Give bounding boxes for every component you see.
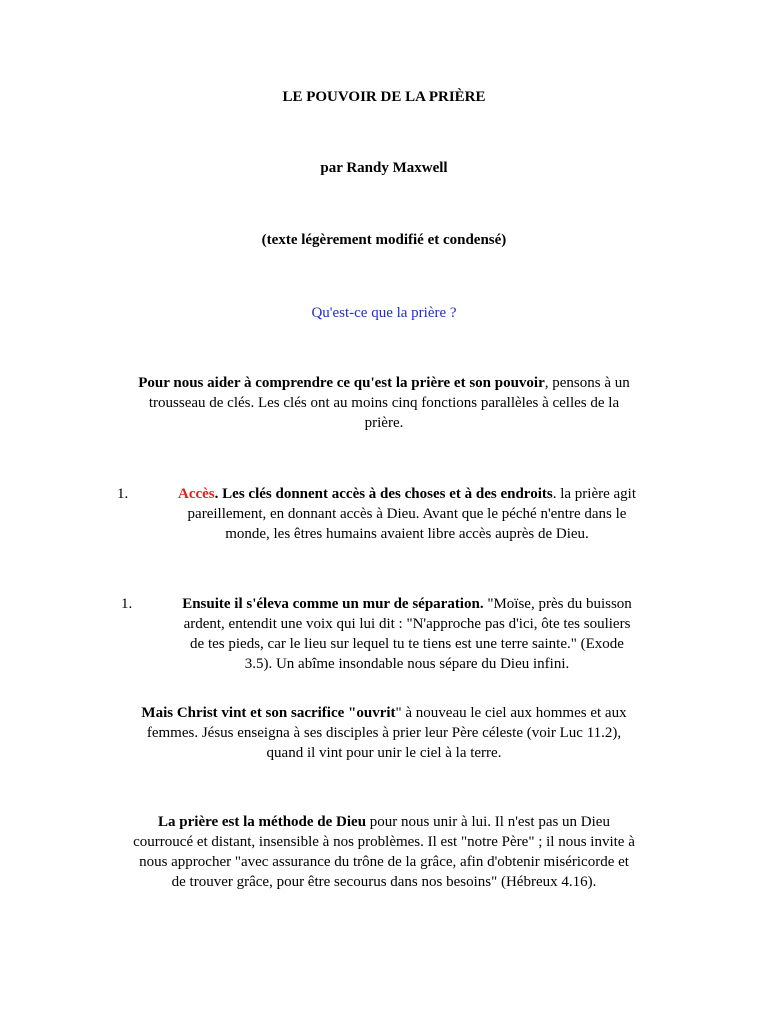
item1-line-1 [23,484,768,504]
item1-bold-text: . Les clés donnent accès à des choses et à des endroits [214,486,553,502]
item2-line-2: ardent, entendit une voix qui lui dit : "N'approche pas d'ici, ôte tes souliers [183,616,631,632]
christ-line-1-text: " à nouveau le ciel aux hommes et aux [395,705,627,721]
intro-bold-text: Pour nous aider à comprendre ce qu'est la prière et son pouvoir [138,375,545,391]
christ-line-3: quand il vint pour unir le ciel à la terre. [266,745,502,761]
prayer-paragraph [0,812,768,892]
document-subtitle: (texte légèrement modifié et condensé) [261,232,507,248]
list-number-2: 1. [121,596,133,612]
christ-line-1 [0,703,768,723]
intro-line-3: prière. [364,415,404,431]
priere-line-4: de trouver grâce, pour être secourus dans nos besoins" (Hébreux 4.16). [171,874,597,890]
christ-line-2: femmes. Jésus enseigna à ses disciples à prier leur Père céleste (voir Luc 11.2), [146,725,622,741]
item2-bold-text: Ensuite il s'éleva comme un mur de séparation. [182,596,484,612]
item1-line-1-text: . la prière agit [552,486,636,502]
priere-bold-text: La prière est la méthode de Dieu [158,814,367,830]
christ-paragraph [0,703,768,763]
item2-line-3: de tes pieds, car le lieu sur lequel tu te tiens est une terre sainte." (Exode [190,636,624,652]
item2-line-1-text: "Moïse, près du buisson [483,596,632,612]
list-item-access [23,484,768,544]
document-author: par Randy Maxwell [320,160,448,176]
priere-line-3: nous approcher "avec assurance du trône de la grâce, afin d'obtenir miséricorde et [139,854,629,870]
intro-paragraph [0,373,768,433]
intro-line-2: trousseau de clés. Les clés ont au moins cinq fonctions parallèles à celles de la [148,395,620,411]
priere-line-1-text: pour nous unir à lui. Il n'est pas un Dieu [366,814,610,830]
item2-line-1 [23,594,768,614]
item1-line-2: pareillement, en donnant accès à Dieu. Avant que le péché n'entre dans le [187,506,627,522]
intro-line-1-text: , pensons à un [544,375,630,391]
priere-line-2: courroucé et distant, insensible à nos problèmes. Il est "notre Père" ; il nous invite à [133,834,635,850]
document-title: LE POUVOIR DE LA PRIÈRE [282,89,486,105]
item2-line-4: 3.5). Un abîme insondable nous sépare du Dieu infini. [244,656,570,672]
item1-line-3: monde, les êtres humains avaient libre accès auprès de Dieu. [225,526,589,542]
christ-bold-text: Mais Christ vint et son sacrifice "ouvrit [141,705,396,721]
list-number-1: 1. [117,486,129,502]
item1-red-keyword: Accès [178,486,215,502]
section-heading: Qu'est-ce que la prière ? [311,305,457,321]
intro-line-1 [0,373,768,393]
list-item-separation [23,594,768,674]
priere-line-1 [0,812,768,832]
